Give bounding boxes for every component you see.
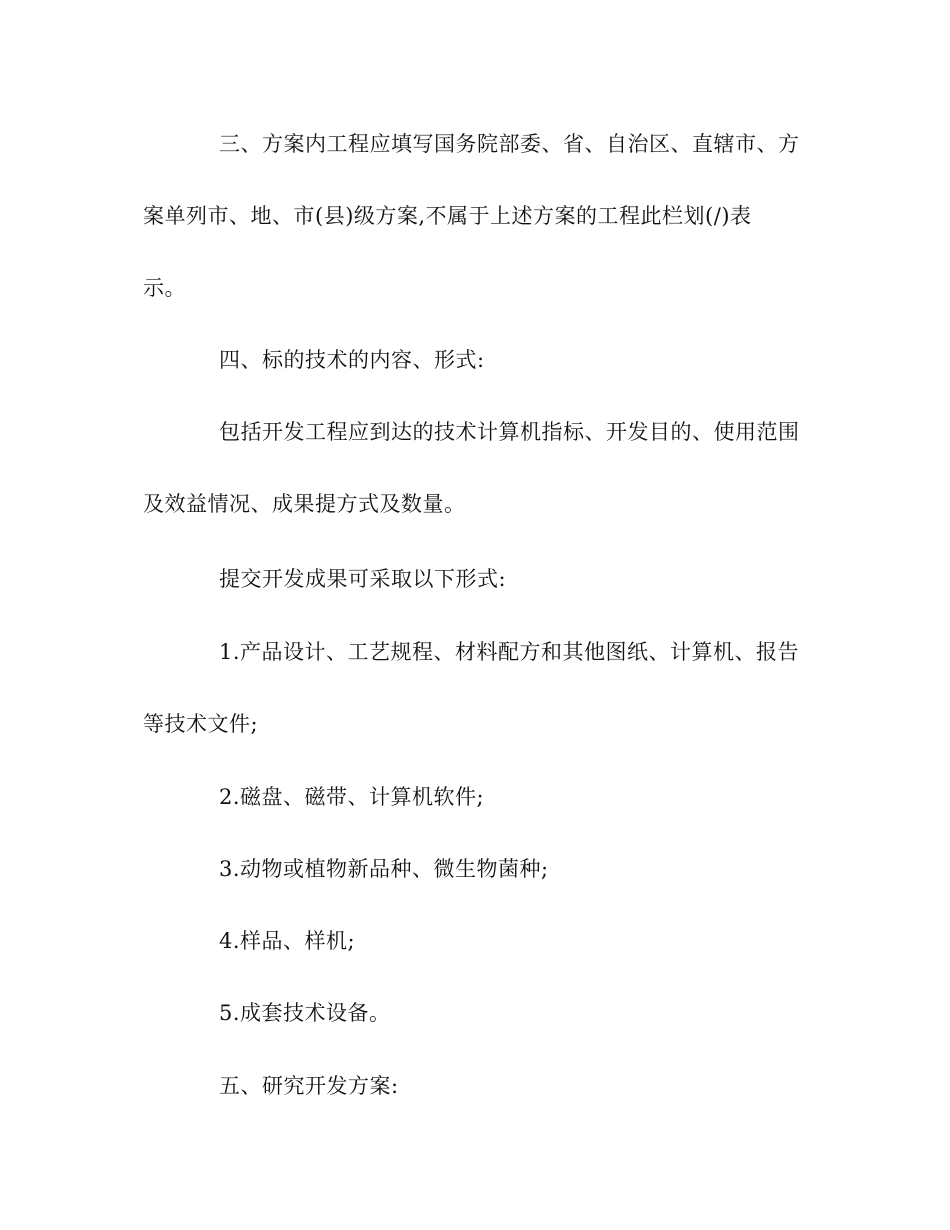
list-item-1-line-2: 等技术文件; <box>143 712 259 736</box>
paragraph-content-line-1: 包括开发工程应到达的技术计算机指标、开发目的、使用范围 <box>219 420 800 444</box>
list-item-4: 4.样品、样机; <box>219 929 356 953</box>
heading-section-4: 四、标的技术的内容、形式: <box>219 348 485 372</box>
paragraph-section-3-line-3: 示。 <box>143 276 186 300</box>
paragraph-content-line-2: 及效益情况、成果提方式及数量。 <box>143 492 466 516</box>
heading-section-5: 五、研究开发方案: <box>219 1074 399 1098</box>
paragraph-section-3-line-1: 三、方案内工程应填写国务院部委、省、自治区、直辖市、方 <box>219 132 800 156</box>
list-item-5: 5.成套技术设备。 <box>219 1001 391 1025</box>
paragraph-forms-intro: 提交开发成果可采取以下形式: <box>219 567 507 591</box>
paragraph-section-3-line-2: 案单列市、地、市(县)级方案,不属于上述方案的工程此栏划(/)表 <box>143 204 752 228</box>
list-item-1-line-1: 1.产品设计、工艺规程、材料配方和其他图纸、计算机、报告 <box>219 640 800 664</box>
list-item-3: 3.动物或植物新品种、微生物菌种; <box>219 857 549 881</box>
list-item-2: 2.磁盘、磁带、计算机软件; <box>219 785 485 809</box>
